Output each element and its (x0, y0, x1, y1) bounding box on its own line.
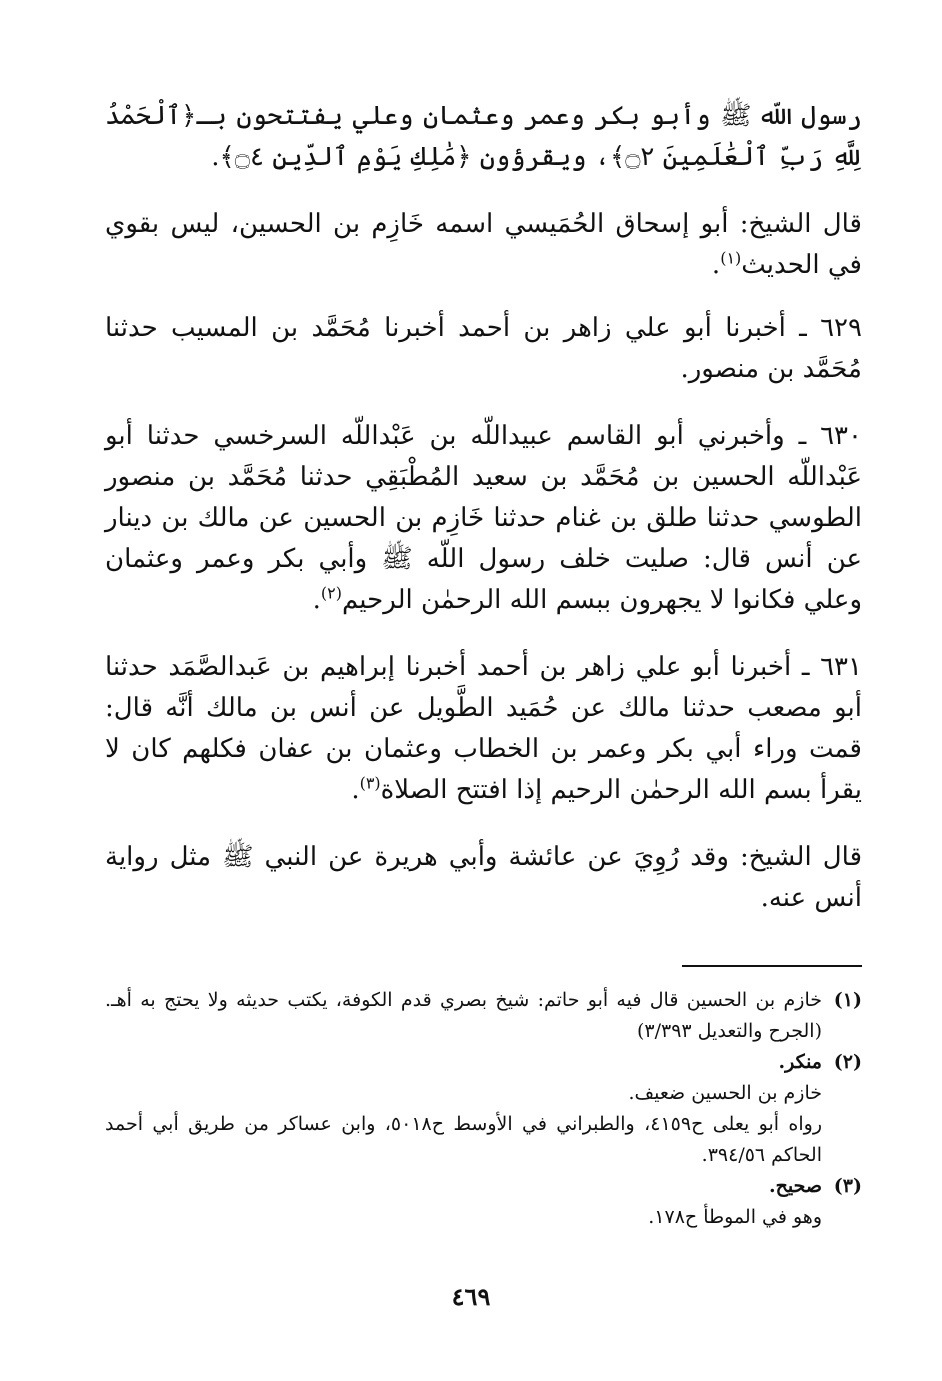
footnote-grade: صحيح. (768, 1175, 822, 1197)
paragraph-tail: . (312, 585, 321, 615)
footnote-line: خازم بن الحسين ضعيف. (628, 1082, 822, 1104)
paragraph-text: رسول اللّه ﷺ وأبو بكر وعمر وعثمان وعلي يفتتحون بـ﴿ٱلْحَمْدُ لِلَّهِ رَبِّ ٱلْعَٰلَمِينَ ۝٢﴾، ويقرؤون ﴿مَٰلِكِ يَوْمِ ٱلدِّينِ ۝٤﴾. (105, 101, 862, 172)
paragraph-sheikh-closing (105, 837, 862, 919)
footnote-3 (105, 1171, 862, 1233)
footnote-body (105, 985, 822, 1047)
paragraph-hadith-630 (105, 416, 862, 621)
paragraph-text: ٦٢٩ ـ أخبرنا أبو علي زاهر بن أحمد أخبرنا مُحَمَّد بن المسيب حدثنا مُحَمَّد بن منصور. (105, 313, 862, 384)
paragraph-sheikh-note (105, 204, 862, 286)
paragraph-tail: . (711, 250, 721, 280)
footnote-number: (٣) (833, 1175, 862, 1197)
main-text (105, 96, 862, 945)
footnote-divider (682, 965, 862, 967)
footnote-ref[interactable]: (١) (720, 248, 742, 268)
paragraph-text: قال الشيخ: أبو إسحاق الحُمَيسي اسمه خَازِم بن الحسين، ليس بقوي في الحديث (105, 209, 862, 280)
footnote-ref[interactable]: (٢) (320, 583, 342, 603)
page-number: ٤٦٩ (451, 1282, 491, 1311)
footnote-number: (٢) (833, 1051, 862, 1073)
footnote-1 (105, 985, 862, 1047)
footnote-line: وهو في الموطأ ح١٧٨. (648, 1206, 822, 1228)
footnote-line: خازم بن الحسين قال فيه أبو حاتم: شيخ بصري قدم الكوفة، يكتب حديثه ولا يحتج به أهـ. (الجرح والتعديل ٣/٣٩٣) (105, 989, 822, 1042)
paragraph-hadith-629 (105, 308, 862, 390)
footnote-number: (١) (833, 989, 862, 1011)
paragraph-text: ٦٣١ ـ أخبرنا أبو علي زاهر بن أحمد أخبرنا إبراهيم بن عَبدالصَّمَد حدثنا أبو مصعب حدثنا مالك عن حُمَيد الطَّويل عن أنس بن مالك أنَّه قال: قمت وراء أبي بكر وعمر بن الخطاب وعثمان بن عفان فكلهم كان لا يقرأ بسم الله الرحمٰن الرحيم إذا افتتح الصلاة (105, 652, 862, 805)
paragraph-text: قال الشيخ: وقد رُوِيَ عن عائشة وأبي هريرة عن النبي ﷺ مثل رواية أنس عنه. (105, 842, 862, 913)
paragraph-tail: . (351, 775, 360, 805)
footnotes (105, 985, 862, 1233)
footnote-body (105, 1171, 822, 1233)
paragraph-text: ٦٣٠ ـ وأخبرني أبو القاسم عبيداللّه بن عَبْداللّه السرخسي حدثنا أبو عَبْداللّه الحسين بن مُحَمَّد بن سعيد المُطْبَقِي حدثنا مُحَمَّد بن منصور الطوسي حدثنا طلق بن غنام حدثنا خَازِم بن الحسين عن مالك بن دينار عن أنس قال: صليت خلف رسول اللّه ﷺ وأبي بكر وعمر وعثمان وعلي فكانوا لا يجهرون ببسم الله الرحمٰن الرحيم (105, 421, 862, 615)
paragraph-quran-opening (105, 96, 862, 178)
paragraph-hadith-631 (105, 647, 862, 811)
footnote-2 (105, 1047, 862, 1171)
footnote-grade: منكر. (778, 1051, 822, 1073)
footnote-line: رواه أبو يعلى ح٤١٥٩، والطبراني في الأوسط ح٥٠١٨، وابن عساكر من طريق أبي أحمد الحاكم ٣٩٤/٥٦. (105, 1113, 822, 1166)
footnote-ref[interactable]: (٣) (359, 773, 381, 793)
footnote-body (105, 1047, 822, 1171)
